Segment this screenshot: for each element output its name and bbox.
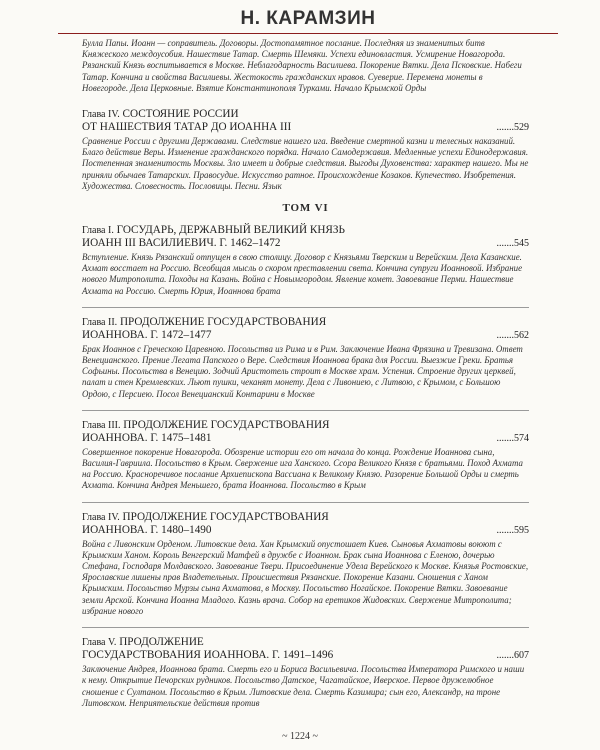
toc-entry <box>82 108 529 192</box>
page-number: .......562 <box>496 329 529 341</box>
page-number-value: 607 <box>514 650 529 662</box>
page-number-value: 595 <box>514 524 529 536</box>
chapter-heading <box>82 511 529 537</box>
chapter-label: Глава IV. <box>82 109 120 121</box>
toc-entry <box>82 224 529 297</box>
chapter-label: Глава I. <box>82 225 114 237</box>
toc-entry <box>82 316 529 400</box>
page-number-value: 529 <box>514 122 529 134</box>
chapter-heading-line-1 <box>82 108 489 121</box>
continuation-text: Булла Папы. Иоанн — соправитель. Договоры. Достопамятное послание. Последняя из знаменитых битв Княжеского междоусобия. Нашествие Татар. Смерть Шемяки. Успехи единовластия. Усмирение Новагорода. Рязанский Князь воспитывается в Москве. Неблагодарность Василиева. Покорение Вятки. Дела Псковские. Набеги Татар. Кончина и свойства Василиевы. Жестокость гражданских нравов. Суеверие. Перемена монеты в Новегороде. Дела Церковные. Взятие Константинополя Турками. Начало Крымской Орды <box>82 38 522 93</box>
chapter-title-line-1: СОСТОЯНИЕ РОССИИ <box>122 108 239 121</box>
header-rule <box>58 33 558 34</box>
chapter-heading <box>82 316 529 342</box>
divider <box>82 307 529 308</box>
toc-entry <box>82 511 529 617</box>
page-number-value: 574 <box>514 432 529 444</box>
page-number: .......529 <box>496 122 529 134</box>
chapter-heading-line-1 <box>82 316 489 329</box>
chapter-title-line-1: ПРОДОЛЖЕНИЕ ГОСУДАРСТВОВАНИЯ <box>122 510 329 523</box>
volume-heading: ТОМ VI <box>282 202 329 215</box>
chapter-heading <box>82 108 529 134</box>
chapter-title-line-2: ГОСУДАРСТВОВАНИЯ ИОАННОВА. Г. 1491–1496 <box>82 649 334 662</box>
page-number: .......545 <box>496 238 529 250</box>
chapter-heading-line-1 <box>82 636 489 649</box>
page-number: .......574 <box>496 432 529 444</box>
chapter-summary: Вступление. Князь Рязанский отпущен в свою столицу. Договор с Князьями Тверским и Верейским. Дела Казанские. Ахмат восстает на Россию. Всеобщая мысль о скором преставлении света. Кончина супруги Иоанновой. Избрание нового Митрополита. Походы на Казань. Война с Новымгородом. Явление комет. Завоевание Перми. Нашествие Ахмата на Россию. Смерть Юрия, Иоаннова брата <box>82 252 523 296</box>
chapter-title-line-1: ПРОДОЛЖЕНИЕ ГОСУДАРСТВОВАНИЯ <box>123 418 330 431</box>
chapter-summary: Совершенное покорение Новагорода. Обозрение истории его от начала до конца. Рождение Иоаннова сына, Василия-Гавриила. Посольство в Крым. Свержение ига Ханского. Ссора Великого Князя с братьями. Поход Ахмата на Россию. Красноречивое послание Архиепископа Вассиана к Великому Князю. Разорение Большой Орды и смерть Ахмата. Кончина Андрея Меньшего, брата Иоаннова. Посольство в Крым <box>82 446 523 491</box>
chapter-title-line-2: ОТ НАШЕСТВИЯ ТАТАР ДО ИОАННА III <box>82 121 292 134</box>
page-footer-number: ~ 1224 ~ <box>282 731 318 742</box>
chapter-heading-line-1 <box>82 224 489 237</box>
chapter-heading-line-1 <box>82 511 489 524</box>
chapter-label: Глава IV. <box>82 511 120 523</box>
chapter-heading <box>82 224 529 250</box>
chapter-summary: Сравнение России с другими Державами. Следствие нашего ига. Введение смертной казни и телесных наказаний. Благо действие Веры. Изменение гражданского порядка. Начало Самодержавия. Медленные успехи Единодержавия. Постепенная знаменитость Москвы. Зло имеет и добрые следствия. Выгоды Духовенства: характер нашего. Мы не приняли обычаев Татарских. Правосудие. Искусство ратное. Происхождение Козаков. Купечество. Изобретения. Художества. Словесность. Пословицы. Песни. Язык <box>82 136 529 191</box>
divider <box>82 627 529 628</box>
toc-content <box>82 38 529 719</box>
chapter-title-line-2: ИОАННОВА. Г. 1480–1490 <box>82 523 212 536</box>
chapter-title-line-1: ГОСУДАРЬ, ДЕРЖАВНЫЙ ВЕЛИКИЙ КНЯЗЬ <box>116 224 345 237</box>
divider <box>82 502 529 503</box>
toc-entry <box>82 636 529 709</box>
toc-entry <box>82 419 529 492</box>
page-number: .......607 <box>496 650 529 662</box>
page-number-value: 545 <box>514 238 529 250</box>
page-number-value: 562 <box>514 329 529 341</box>
chapter-heading-line-1 <box>82 419 489 432</box>
chapter-summary: Брак Иоаннов с Греческою Царевною. Посольства из Рима и в Рим. Заключение Ивана Фрязина и Тревизана. Ответ Венецианского. Прение Легата Папского о Вере. Следствия Иоаннова брака для России. Выезжие Греки. Братья Софьины. Посольства в Венецию. Зодчий Аристотель строит в Москве храм. Успения. Строение других церквей, палат и стен Кремлевских. Льют пушки, чеканят монету. Дела с Ливониею, с Литвою, с Крымом, с Большою Ордою, с Персиею. Посол Венецианский Контарини в Москве <box>82 343 523 399</box>
running-header <box>58 6 558 32</box>
chapter-title-line-2: ИОАННОВА. Г. 1475–1481 <box>82 431 212 444</box>
chapter-title-line-2: ИОАНН III ВАСИЛИЕВИЧ. Г. 1462–1472 <box>82 237 281 250</box>
chapter-summary: Заключение Андрея, Иоаннова брата. Смерть его и Бориса Васильевича. Посольства Императора Римского и наши к нему. Открытие Печорских рудников. Посольство Датское, Чагатайское, Иверское. Первое дружелюбное сношение с Султаном. Посольство в Крым. Литовские дела. Смерть Казимира; сын его, Александр, на троне Литовском. Неприятельские действия против <box>82 664 525 708</box>
page-number: .......595 <box>496 524 529 536</box>
chapter-label: Глава III. <box>82 419 121 431</box>
chapter-label: Глава V. <box>82 637 117 649</box>
divider <box>82 410 529 411</box>
chapter-title-line-1: ПРОДОЛЖЕНИЕ <box>119 636 204 649</box>
chapter-summary: Война с Ливонским Орденом. Литовские дела. Хан Крымский опустошает Киев. Сыновья Ахматовы воюют с Крымским Ханом. Король Венгерский Матфей в дружбе с Иоанном. Брак сына Иоаннова с Еленою, дочерью Стефана, Господаря Молдавского. Завоевание Твери. Присоединение Удела Верейского к Москве. Князья Ростовские, Ярославские лишены прав Владетельных. Происшествия Рязанские. Покорение Казани. Сношения с Ханом Крымским. Посольство Мурзы сына Ахматова, в Москву. Посольство Ногайское. Покорение Вятки. Завоевание земли Арской. Кончина Иоанна Младого. Казнь врача. Собор на еретиков Жидовских. Свержение Митрополита; избрание нового <box>82 538 529 616</box>
chapter-label: Глава II. <box>82 316 118 328</box>
chapter-heading <box>82 419 529 445</box>
chapter-title-line-2: ИОАННОВА. Г. 1472–1477 <box>82 328 212 341</box>
chapter-heading <box>82 636 529 662</box>
chapter-title-line-1: ПРОДОЛЖЕНИЕ ГОСУДАРСТВОВАНИЯ <box>119 315 327 328</box>
running-title: Н. КАРАМЗИН <box>240 8 376 29</box>
